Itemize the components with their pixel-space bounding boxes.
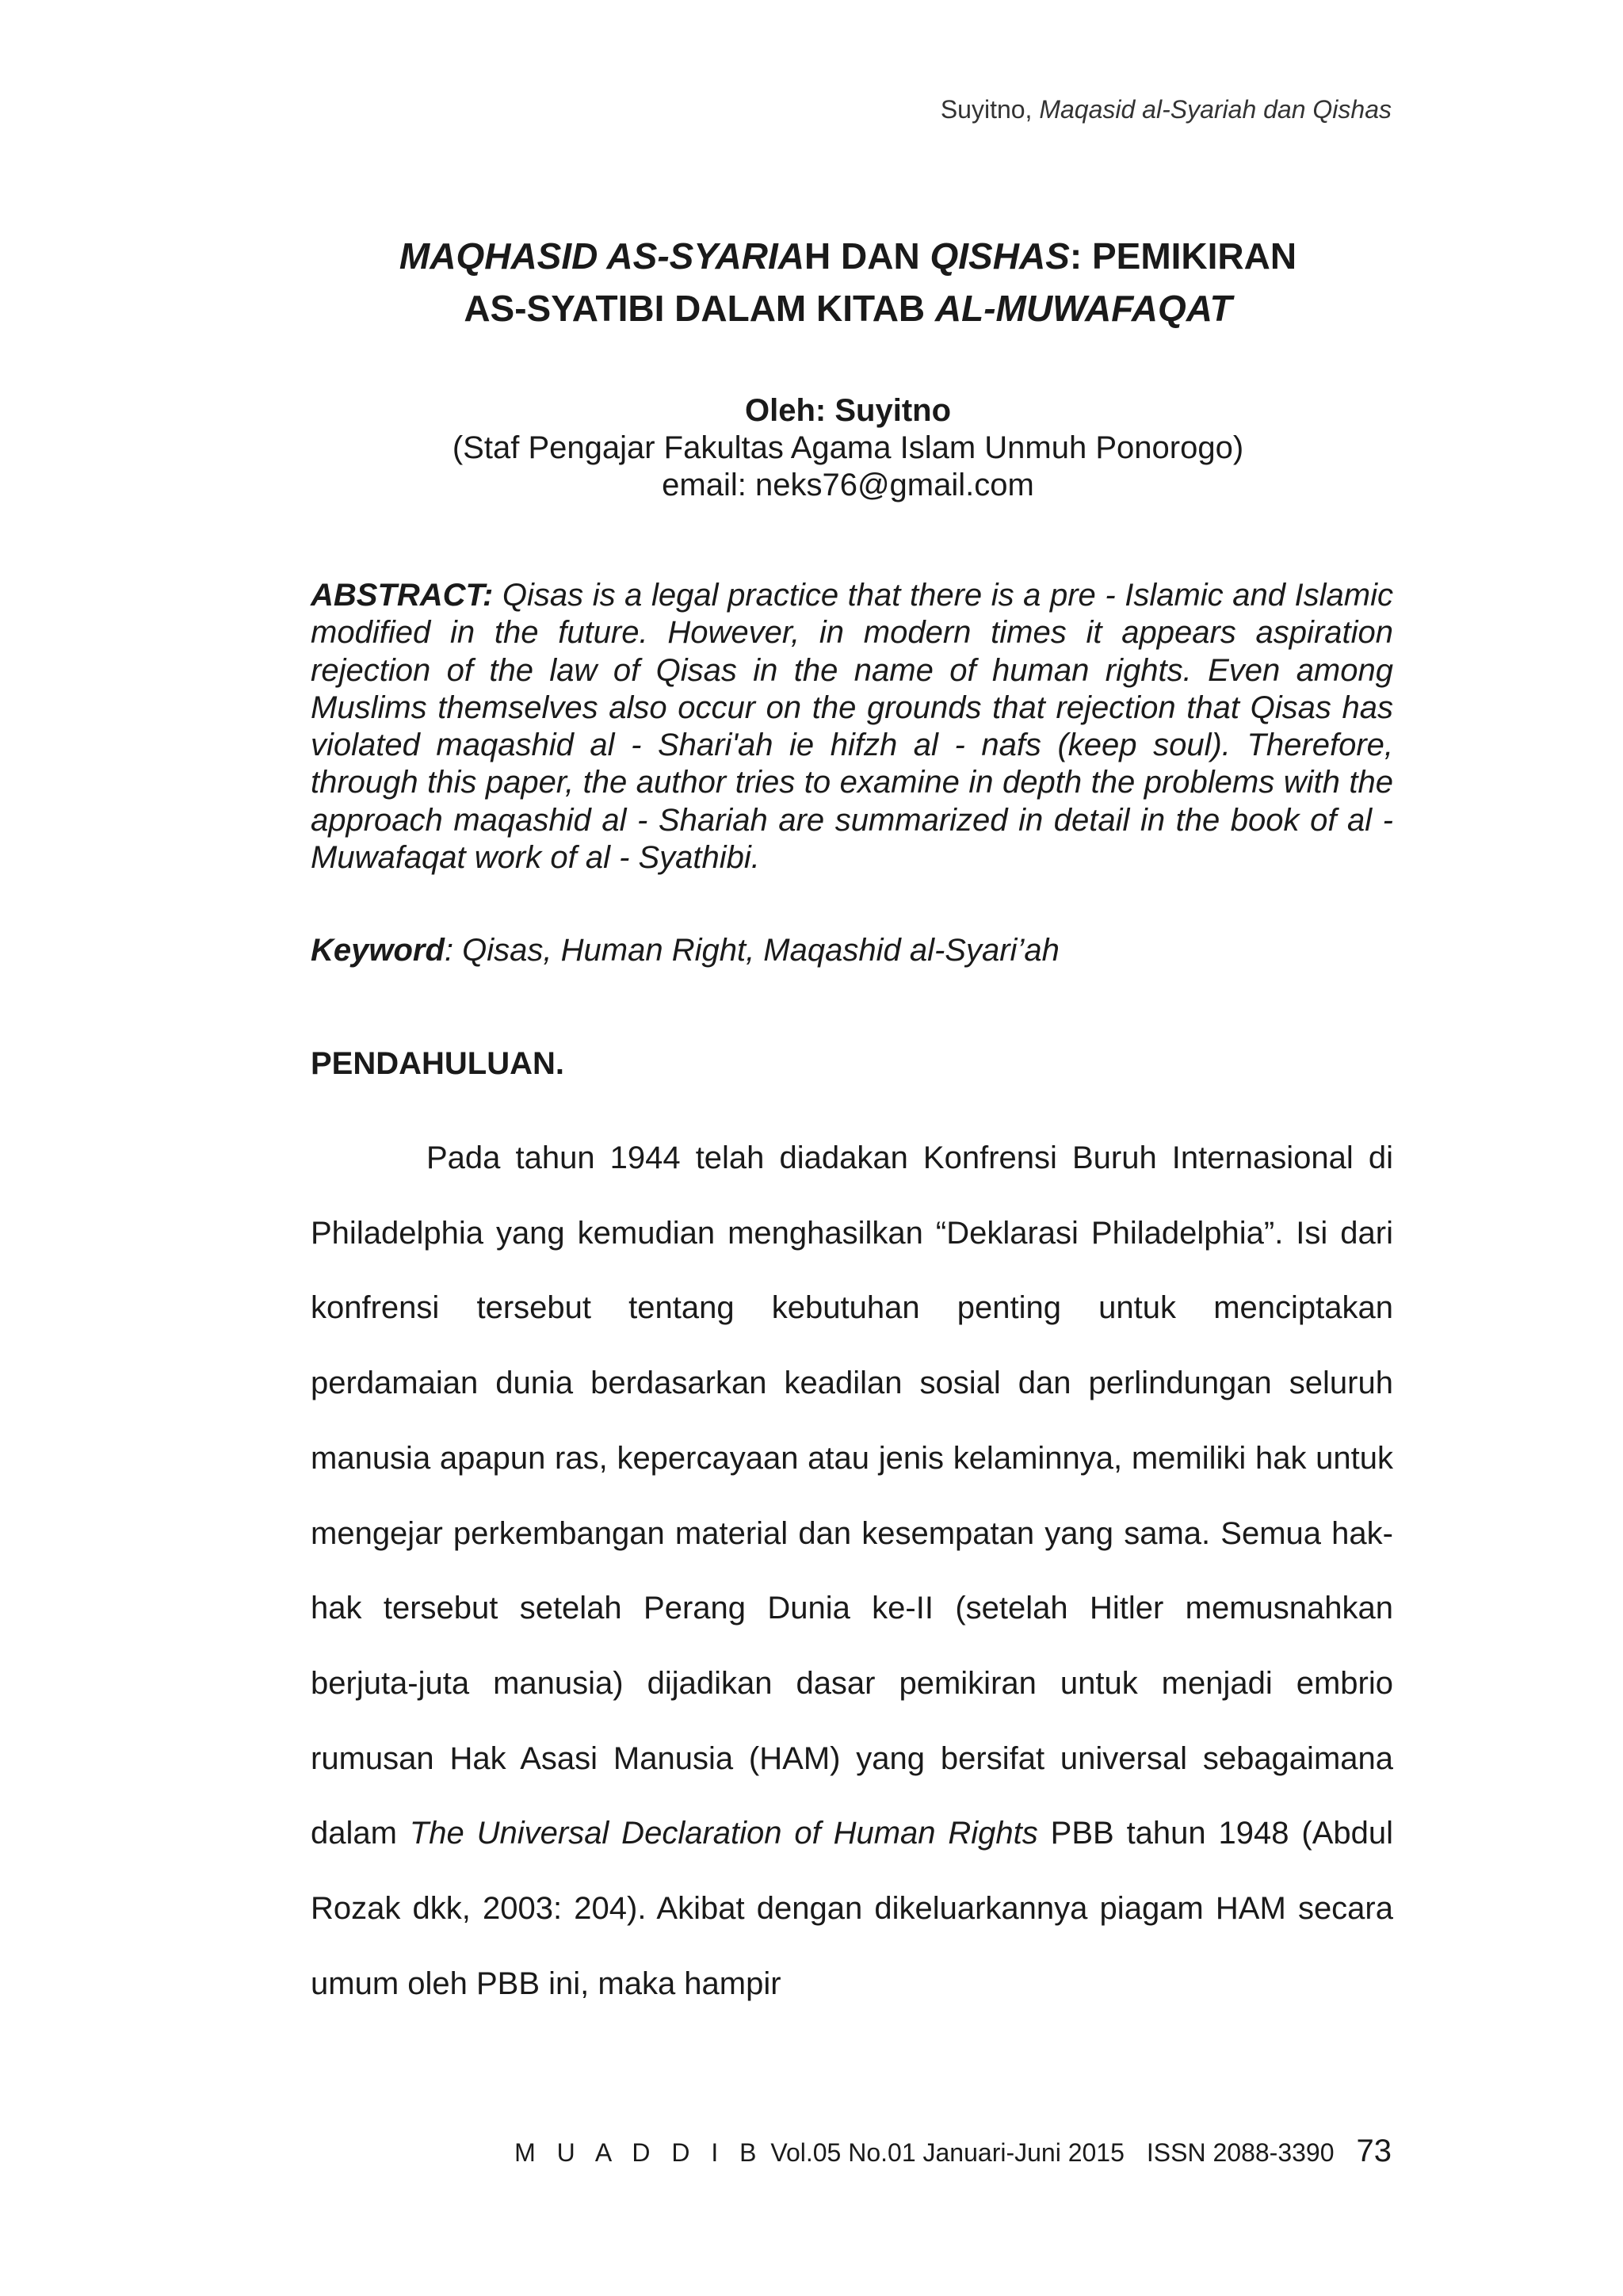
page-footer [514, 2134, 1392, 2169]
body-text-part-2: PBB tahun 1948 (Abdul Rozak dkk, 2003: 204). Akibat dengan dikeluarkannya piagam HAM secara umum oleh PBB ini, maka hampir [311, 1816, 1394, 2001]
article-title [301, 230, 1395, 334]
title-part-4: : PEMIKIRAN [1069, 235, 1297, 277]
body-paragraph [311, 1121, 1393, 2021]
title-part-1: MAQHASID AS-SYARIA [399, 235, 805, 277]
author-email: email: neks76@gmail.com [662, 468, 1034, 502]
body-cited-title: The Universal Declaration of Human Rights [409, 1816, 1038, 1851]
keywords-text: : Qisas, Human Right, Maqashid al-Syari’ah [444, 933, 1060, 968]
footer-journal: M U A D D I B [514, 2138, 764, 2167]
author-name: Oleh: Suyitno [745, 393, 951, 428]
abstract-text: Qisas is a legal practice that there is a pre - Islamic and Islamic modified in the future. However, in modern times it appears aspiration rejection of the law of Qisas in the name of human rights. Even among Muslims themselves also occur on the grounds that rejection that Qisas has violated maqashid al - Shari'ah ie hifzh al - nafs (keep soul). Therefore, through this paper, the author tries to examine in depth the problems with the approach maqashid al - Shariah are summarized in detail in the book of al - Muwafaqat work of al - Syathibi. [311, 578, 1393, 876]
title-part-6: AL-MUWAFAQAT [934, 288, 1232, 329]
author-affiliation: (Staf Pengajar Fakultas Agama Islam Unmuh Ponorogo) [452, 430, 1244, 465]
section-heading: PENDAHULUAN. [311, 1046, 564, 1081]
keywords [311, 932, 1393, 969]
body-text-part-1: Pada tahun 1944 telah diadakan Konfrensi Buruh Internasional di Philadelphia yang kemudian menghasilkan “Deklarasi Philadelphia”. Isi dari konfrensi tersebut tentang kebutuhan penting untuk menciptakan perdamaian dunia berdasarkan keadilan sosial dan perlindungan seluruh manusia apapun ras, kepercayaan atau jenis kelaminnya, memiliki hak untuk mengejar perkembangan material dan kesempatan yang sama. Semua hak-hak tersebut setelah Perang Dunia ke-II (setelah Hitler memusnahkan berjuta-juta manusia) dijadikan dasar pemikiran untuk menjadi embrio rumusan Hak Asasi Manusia (HAM) yang bersifat universal sebagaimana dalam [311, 1140, 1393, 1851]
keywords-label: Keyword [311, 933, 445, 968]
footer-issn: ISSN 2088-3390 [1146, 2138, 1335, 2167]
title-part-3: QISHAS [930, 235, 1070, 277]
author-block [301, 392, 1395, 504]
title-part-2: H DAN [804, 235, 930, 277]
title-part-5: AS-SYATIBI DALAM KITAB [464, 288, 935, 329]
footer-volume: Vol.05 No.01 Januari-Juni 2015 [770, 2138, 1125, 2167]
page-number: 73 [1356, 2134, 1392, 2168]
header-article-title: Maqasid al-Syariah dan Qishas [1039, 95, 1392, 124]
abstract-label: ABSTRACT: [311, 578, 494, 613]
footer-journal-volume [514, 2138, 1125, 2168]
abstract [311, 577, 1393, 877]
header-author: Suyitno, [940, 95, 1033, 124]
running-header [941, 95, 1392, 124]
